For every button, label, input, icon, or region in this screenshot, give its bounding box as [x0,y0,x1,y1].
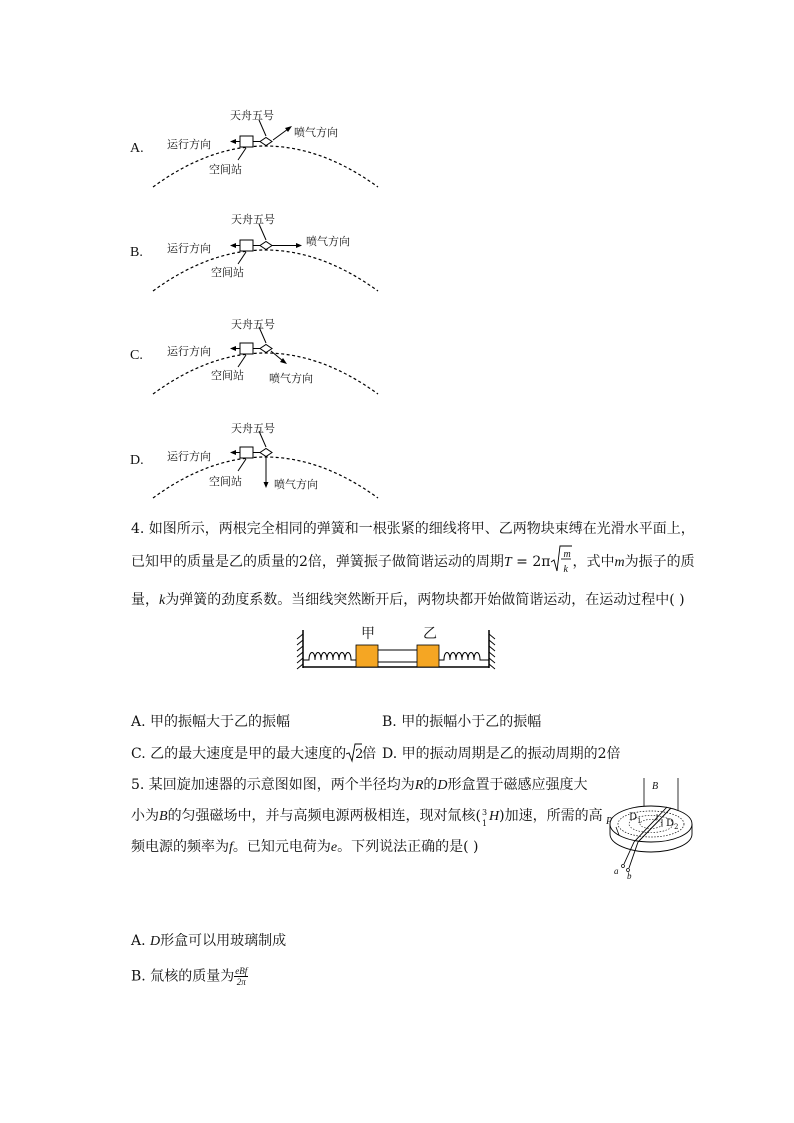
direction-label: 运行方向 [167,450,211,463]
field-b-label: B [652,781,659,792]
point-p-label: P [606,816,613,827]
station-label: 空间站 [211,266,244,279]
isotope-scripts: 3 1 [482,808,488,828]
q4-line-2: 已知甲的质量是乙的质量的2倍，弹簧振子做简谐运动的周期T = 2π m k ，式中m为振子的质 [131,552,695,573]
q5-line-1: 5. 某回旋加速器的示意图如图，两个半径均为R的D形盒置于磁感应强度大 [131,777,588,793]
direction-label: 运行方向 [167,242,211,255]
q5-line-3: 频电源的频率为f。已知元电荷为e。下列说法正确的是( ) [131,839,479,855]
option-label: B. [130,245,143,260]
jia-label: 甲 [361,626,375,642]
exhaust-label: 喷气方向 [294,126,338,139]
sqrt-symbol: 2 [346,745,362,763]
tianzhou-label: 天舟五号 [230,109,274,122]
terminal-b-label: b [627,871,632,881]
q4-option-c[interactable]: C. 乙的最大速度是甲的最大速度的 2 倍 [131,746,377,762]
exhaust-label: 喷气方向 [274,478,318,491]
direction-label: 运行方向 [167,138,211,151]
tianzhou-label: 天舟五号 [231,213,275,226]
d1-label: $D_1$ [629,812,642,825]
option-label: A. [130,141,144,156]
q5-option-b[interactable]: B. 氚核的质量为 eBf 2π [131,966,248,987]
q5-line-2: 小为B的匀强磁场中，并与高频电源两极相连，现对氚核( 3 1 H)加速，所需的高 [131,808,603,828]
q4-line-3: 量，k为弹簧的劲度系数。当细线突然断开后，两物块都开始做简谐运动，在运动过程中( ) [131,592,685,608]
period-sqrt: m k [550,552,572,572]
station-label: 空间站 [209,163,242,176]
yi-label: 乙 [423,626,437,642]
tianzhou-label: 天舟五号 [231,422,275,435]
exhaust-label: 喷气方向 [306,235,350,248]
option-label: C. [130,348,143,363]
direction-label: 运行方向 [167,345,211,358]
exhaust-label: 喷气方向 [269,372,313,385]
q4-option-b[interactable]: B. 甲的振幅小于乙的振幅 [382,714,542,730]
station-label: 空间站 [209,475,242,488]
option-label: D. [130,453,144,468]
q4-option-a[interactable]: A. 甲的振幅大于乙的振幅 [131,714,291,730]
q4-line-1: 4. 如图所示，两根完全相同的弹簧和一根张紧的细线将甲、乙两物块束缚在光滑水平面上， [131,521,695,537]
d2-label: $D_2$ [666,818,679,831]
spring-block-figure [296,622,500,672]
tianzhou-label: 天舟五号 [231,318,275,331]
station-label: 空间站 [211,369,244,382]
q4-option-d[interactable]: D. 甲的振动周期是乙的振动周期的2倍 [382,746,621,762]
mass-fraction: eBf 2π [235,966,248,987]
terminal-a-label: a [614,866,619,876]
q5-option-a[interactable]: A. D形盒可以用玻璃制成 [131,933,287,949]
